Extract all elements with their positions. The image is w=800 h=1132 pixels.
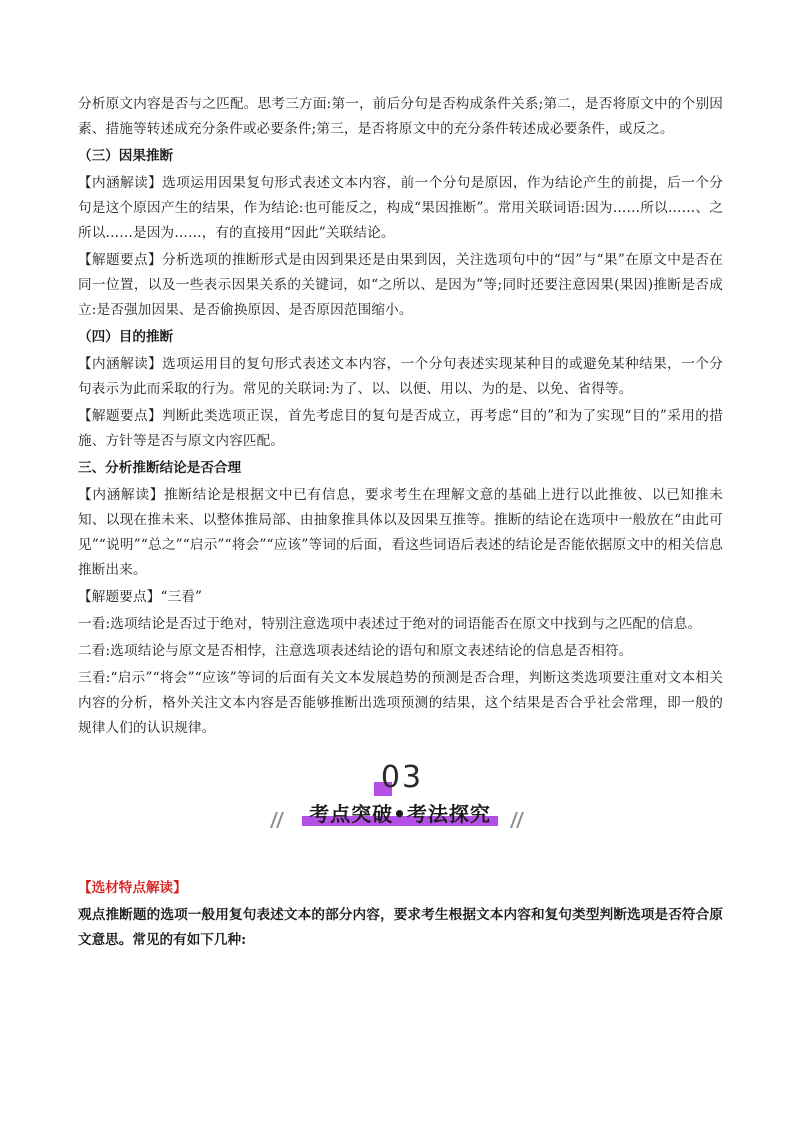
- section-banner: [270, 760, 530, 834]
- double-slash-right-icon: [510, 812, 526, 828]
- material-features-section: [78, 876, 723, 953]
- paragraph-causal-meaning: 【内涵解读】选项运用因果复句形式表述文本内容，前一个分句是原因，作为结论产生的前提，后一个分句是这个原因产生的结果，作为结论:也可能反之，构成“果因推断”。常用关联词语:因为……所以……、之所以……是因为……，有的直接用“因此”关联结论。: [78, 175, 723, 241]
- banner-title: 考点突破•考法探究: [309, 802, 491, 826]
- paragraph-causal-key-points: 【解题要点】分析选项的推断形式是由因到果还是由果到因，关注选项句中的“因”与“果”在原文中是否在同一位置，以及一些表示因果关系的关键词，如“之所以、是因为”等;同时还要注意因果(果因)推断是否成立:是否强加因果、是否偷换原因、是否原因范围缩小。: [78, 252, 723, 318]
- heading-purpose-inference: （四）目的推断: [78, 329, 174, 345]
- paragraph-condition-analysis: 分析原文内容是否与之匹配。思考三方面:第一，前后分句是否构成条件关系;第二，是否将原文中的个别因素、措施等转述成充分条件或必要条件;第三，是否将原文中的充分条件转述成必要条件，或反之。: [78, 96, 723, 137]
- paragraph-conclusion-meaning: 【内涵解读】推断结论是根据文中已有信息，要求考生在理解文意的基础上进行以此推彼、以已知推未知、以现在推未来、以整体推局部、由抽象推具体以及因果互推等。推断的结论在选项中一般放在“由此可见”“说明”“总之”“启示”“将会”“应该”等词的后面，看这些词语后表述的结论是否能依据原文中的相关信息推断出来。: [78, 487, 723, 578]
- banner-number: 03: [380, 760, 424, 795]
- paragraph-three-looks: 【解题要点】“三看”: [78, 589, 203, 605]
- heading-causal-inference: （三）因果推断: [78, 148, 174, 164]
- material-features-body: 观点推断题的选项一般用复句表述文本的部分内容，要求考生根据文本内容和复句类型判断选项是否符合原文意思。常见的有如下几种:: [78, 907, 723, 948]
- paragraph-purpose-meaning: 【内涵解读】选项运用目的复句形式表述文本内容，一个分句表述实现某种目的或避免某种结果，一个分句表示为此而采取的行为。常见的关联词:为了、以、以便、用以、为的是、以免、省得等。: [78, 356, 723, 397]
- double-slash-left-icon: [270, 812, 286, 828]
- heading-conclusion-analysis: 三、分析推断结论是否合理: [78, 460, 242, 476]
- material-features-heading: 【选材特点解读】: [78, 880, 187, 896]
- paragraph-look-two: 二看:选项结论与原文是否相悖，注意选项表述结论的语句和原文表述结论的信息是否相符。: [78, 643, 633, 659]
- paragraph-purpose-key-points: 【解题要点】判断此类选项正误，首先考虑目的复句是否成立，再考虑“目的”和为了实现“目的”采用的措施、方针等是否与原文内容匹配。: [78, 408, 723, 449]
- main-content: [78, 92, 723, 743]
- paragraph-look-three: 三看:“启示”“将会”“应该”等词的后面有关文本发展趋势的预测是否合理，判断这类选项要注重对文本相关内容的分析，格外关注文本内容是否能够推断出选项预测的结果，这个结果是否合乎社会常理，即一般的规律人们的认识规律。: [78, 670, 723, 736]
- paragraph-look-one: 一看:选项结论是否过于绝对，特别注意选项中表述过于绝对的词语能否在原文中找到与之匹配的信息。: [78, 616, 702, 632]
